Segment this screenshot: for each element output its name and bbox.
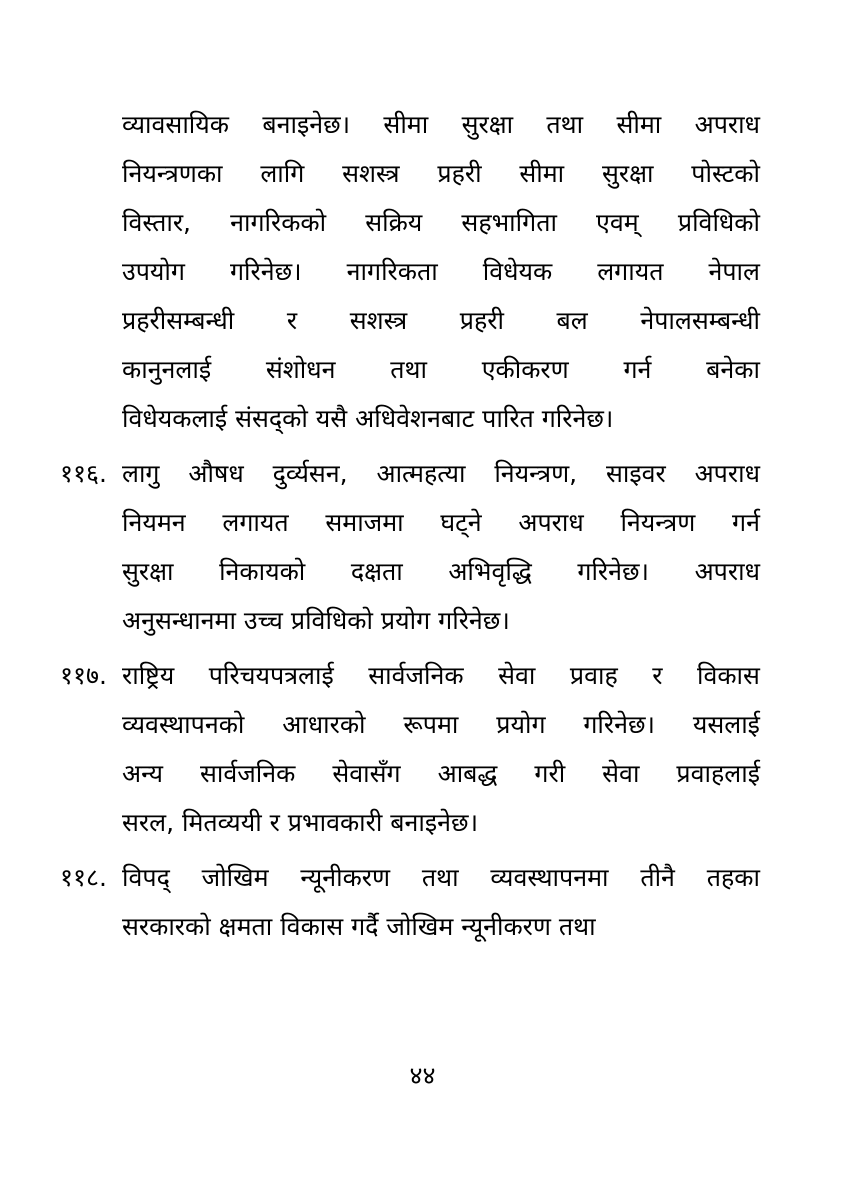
text-line: सरल, मितव्ययी र प्रभावकारी बनाइनेछ। <box>122 808 479 837</box>
paragraph <box>60 651 760 847</box>
text-line: नियमन लगायत समाजमा घट्ने अपराध नियन्त्रण गर्न <box>122 508 760 537</box>
paragraph-number: ११८. <box>60 863 107 892</box>
paragraph-text <box>122 100 760 443</box>
text-line: व्यावसायिक बनाइनेछ। सीमा सुरक्षा तथा सीमा अपराध <box>122 110 760 139</box>
document-body <box>60 100 760 957</box>
paragraph-text <box>122 651 760 847</box>
paragraph-number: ११६. <box>60 459 107 488</box>
text-line: कानुनलाई संशोधन तथा एकीकरण गर्न बनेका <box>122 355 760 384</box>
page-number: ४४ <box>409 1061 436 1090</box>
text-line: अनुसन्धानमा उच्च प्रविधिको प्रयोग गरिनेछ। <box>122 606 510 635</box>
text-line: विधेयकलाई संसद्को यसै अधिवेशनबाट पारित गरिनेछ। <box>122 404 614 433</box>
text-line: विस्तार, नागरिकको सक्रिय सहभागिता एवम् प्रविधिको <box>122 208 760 237</box>
text-line: सुरक्षा निकायको दक्षता अभिवृद्धि गरिनेछ। अपराध <box>122 557 760 586</box>
text-line: अन्य सार्वजनिक सेवासँग आबद्ध गरी सेवा प्रवाहलाई <box>122 759 760 788</box>
paragraph <box>60 449 760 645</box>
text-line: नियन्त्रणका लागि सशस्त्र प्रहरी सीमा सुरक्षा पोस्टको <box>122 159 760 188</box>
paragraph-number: ११७. <box>60 661 107 690</box>
text-line: व्यवस्थापनको आधारको रूपमा प्रयोग गरिनेछ। यसलाई <box>122 710 760 739</box>
text-line: सरकारको क्षमता विकास गर्दै जोखिम न्यूनीकरण तथा <box>122 912 596 941</box>
text-line: विपद् जोखिम न्यूनीकरण तथा व्यवस्थापनमा तीनै तहका <box>122 863 760 892</box>
paragraph <box>60 853 760 951</box>
text-line: राष्ट्रिय परिचयपत्रलाई सार्वजनिक सेवा प्रवाह र विकास <box>122 661 760 690</box>
text-line: उपयोग गरिनेछ। नागरिकता विधेयक लगायत नेपाल <box>122 257 760 286</box>
paragraph-text <box>122 449 760 645</box>
paragraph <box>60 100 760 443</box>
paragraph-text <box>122 853 760 951</box>
text-line: प्रहरीसम्बन्धी र सशस्त्र प्रहरी बल नेपालसम्बन्धी <box>122 306 760 335</box>
text-line: लागु औषध दुर्व्यसन, आत्महत्या नियन्त्रण, साइवर अपराध <box>122 459 760 488</box>
